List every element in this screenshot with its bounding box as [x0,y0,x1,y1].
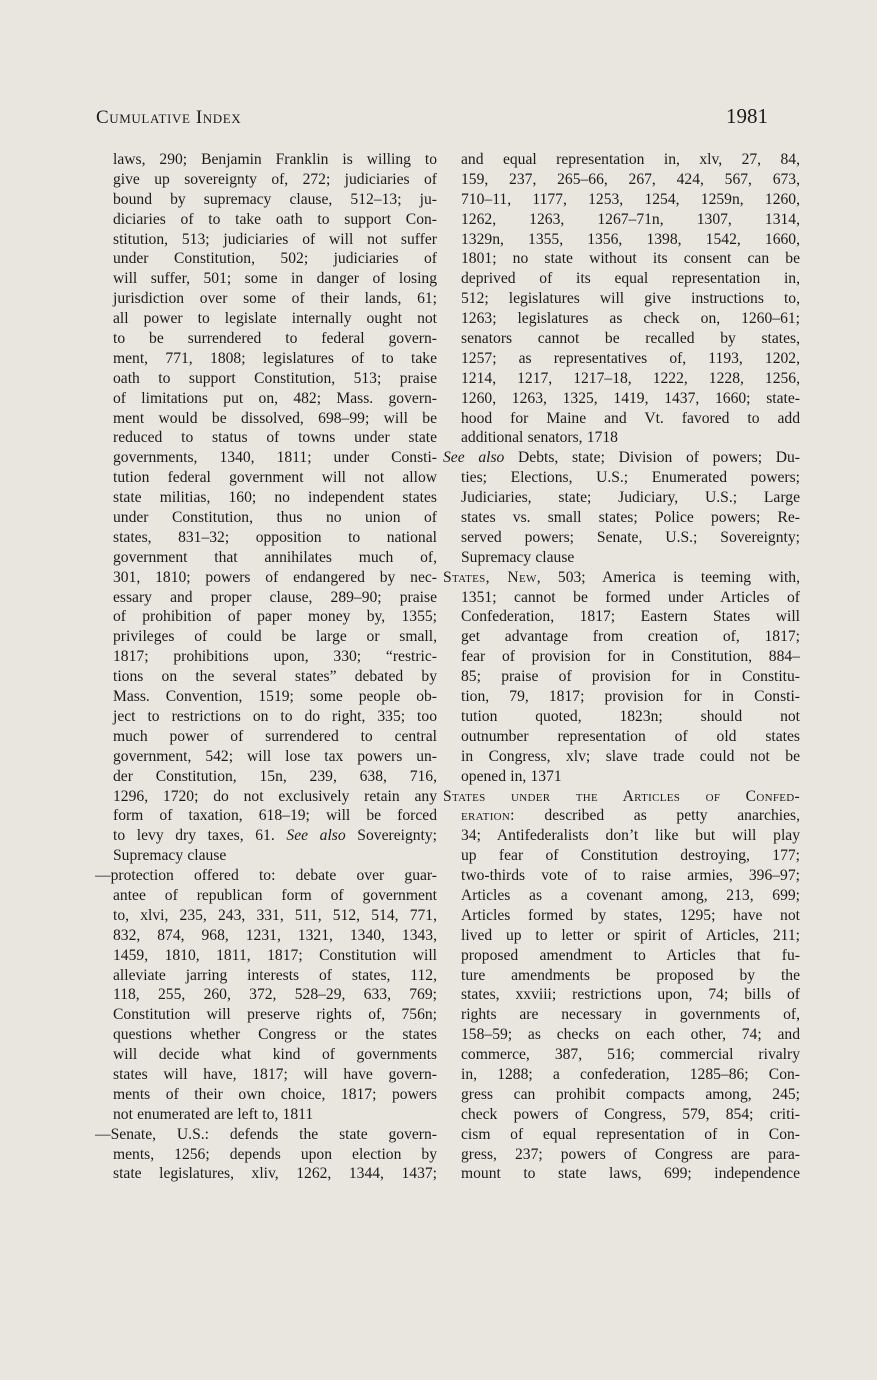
index-text: opened in, 1371 [461,767,562,785]
index-text: proposed amendment to Articles that fu- [461,946,800,964]
index-line [95,369,437,389]
index-line [443,607,800,627]
index-line [443,389,800,409]
index-line [443,468,800,488]
index-text: described as petty anarchies, [514,807,800,825]
index-text: Articles formed by states, 1295; have not [461,906,800,924]
index-line [95,747,437,767]
index-text: ment would be dissolved, 698–99; will be [113,409,437,427]
section-title: Cumulative Index [96,107,242,128]
index-text: in, 1288; a confederation, 1285–86; Con- [461,1065,800,1083]
index-line [95,508,437,528]
index-column-left [95,150,437,1184]
index-line [443,170,800,190]
index-line [95,468,437,488]
index-line [95,329,437,349]
index-line [95,707,437,727]
index-line [95,488,437,508]
index-line [443,1164,800,1184]
index-line [443,369,800,389]
index-text: tion, 79, 1817; provision for in Consti- [461,688,800,706]
index-line [443,1105,800,1125]
index-line [95,409,437,429]
index-text: 832, 874, 968, 1231, 1321, 1340, 1343, [113,926,437,944]
index-line [95,866,437,886]
index-text: diciaries of to take oath to support Con- [113,210,437,228]
index-line [95,687,437,707]
index-text: Mass. Convention, 1519; some people ob- [113,688,437,706]
index-line [95,210,437,230]
index-text: 1214, 1217, 1217–18, 1222, 1228, 1256, [461,369,800,387]
index-text: ments, 1256; depends upon election by [113,1145,437,1163]
index-text: cism of equal representation of in Con- [461,1125,800,1143]
index-text: 158–59; as checks on each other, 74; and [461,1026,800,1044]
index-text: Confederation, 1817; Eastern States will [461,608,800,626]
index-text: states will have, 1817; will have govern- [113,1065,437,1083]
index-line [443,508,800,528]
index-line [443,767,800,787]
index-text: questions whether Congress or the states [113,1026,437,1044]
index-line [443,329,800,349]
index-line [443,309,800,329]
index-line [443,826,800,846]
index-text: state legislatures, xliv, 1262, 1344, 1437; [113,1165,437,1183]
index-line [443,985,800,1005]
index-line [95,1005,437,1025]
index-line [443,747,800,767]
index-line [95,787,437,807]
index-line [95,170,437,190]
index-text: of limitations put on, 482; Mass. govern- [113,389,437,407]
index-line [95,607,437,627]
index-text: 1262, 1263, 1267–71n, 1307, 1314, [461,210,800,228]
index-line [443,707,800,727]
index-text: 1260, 1263, 1325, 1419, 1437, 1660; state- [461,389,800,407]
index-text: hood for Maine and Vt. favored to add [461,409,800,427]
index-line [95,289,437,309]
index-line [443,528,800,548]
index-text: lived up to letter or spirit of Articles, 211; [461,926,800,944]
index-text: bound by supremacy clause, 512–13; ju- [113,190,437,208]
index-text: all power to legislate internally ought not [113,310,437,328]
index-line [443,846,800,866]
index-text: states, 831–32; opposition to national [113,528,437,546]
index-line [443,647,800,667]
index-text: der Constitution, 15n, 239, 638, 716, [113,767,437,785]
see-also-text: See also [286,827,346,845]
index-line [443,289,800,309]
index-line [95,548,437,568]
index-text: and equal representation in, xlv, 27, 84, [461,151,800,168]
index-text: 34; Antifederalists don’t like but will play [461,827,800,845]
index-text: in Congress, xlv; slave trade could not be [461,747,800,765]
index-text: deprived of its equal representation in, [461,270,800,288]
index-line [443,687,800,707]
index-line [443,249,800,269]
index-line [95,448,437,468]
index-line [95,588,437,608]
index-text: laws, 290; Benjamin Franklin is willing to [113,151,437,168]
index-line [95,767,437,787]
index-line [95,1085,437,1105]
index-line [95,1125,437,1145]
index-text: up fear of Constitution destroying, 177; [461,847,800,865]
index-text: outnumber representation of old states [461,727,800,745]
index-text: not enumerated are left to, 1811 [113,1105,314,1123]
index-text: —protection offered to: debate over guar- [95,867,437,885]
index-text: to, xlvi, 235, 243, 331, 511, 512, 514, 771, [113,906,437,924]
index-text: government that annihilates much of, [113,548,437,566]
index-text: 118, 255, 260, 372, 528–29, 633, 769; [113,986,437,1004]
index-line [443,588,800,608]
index-text: 1351; cannot be formed under Articles of [461,588,800,606]
index-line [443,866,800,886]
index-text: reduced to status of towns under state [113,429,437,447]
index-line [95,826,437,846]
index-text: Judiciaries, state; Judiciary, U.S.; Large [461,489,800,507]
index-text: tions on the several states” debated by [113,668,437,686]
index-line [443,190,800,210]
index-text: stitution, 513; judiciaries of will not suffer [113,230,437,248]
running-header [96,104,768,129]
index-text: —Senate, U.S.: defends the state govern- [95,1125,437,1143]
index-line [443,787,800,807]
index-line [443,409,800,429]
index-column-right [443,150,800,1184]
index-text: 1263; legislatures as check on, 1260–61; [461,310,800,328]
index-text: additional senators, 1718 [461,429,618,447]
index-line [95,946,437,966]
index-line [443,448,800,468]
index-text: 159, 237, 265–66, 267, 424, 567, 673, [461,170,800,188]
index-line [95,627,437,647]
index-line [95,389,437,409]
index-line [95,667,437,687]
index-text: form of taxation, 618–19; will be forced [113,807,437,825]
index-line [95,230,437,250]
index-text: states vs. small states; Police powers; Re- [461,509,800,527]
index-line [443,568,800,588]
index-text: fear of provision for in Constitution, 884– [461,648,800,666]
index-text: governments, 1340, 1811; under Consti- [113,449,437,467]
index-headword: eration: [461,807,515,825]
index-text: 710–11, 1177, 1253, 1254, 1259n, 1260, [461,190,800,208]
index-text: ture amendments be proposed by the [461,966,800,984]
index-text: much power of surrendered to central [113,727,437,745]
index-text: 301, 1810; powers of endangered by nec- [113,568,437,586]
index-line [443,627,800,647]
index-text: check powers of Congress, 579, 854; criti- [461,1105,800,1123]
index-line [443,1145,800,1165]
index-text: antee of republican form of government [113,886,437,904]
index-text: jurisdiction over some of their lands, 61; [113,290,437,308]
index-line [95,647,437,667]
index-text: rights are necessary in governments of, [461,1006,800,1024]
index-text: of prohibition of paper money by, 1355; [113,608,437,626]
index-text: will suffer, 501; some in danger of losing [113,270,437,288]
index-text: oath to support Constitution, 513; praise [113,369,437,387]
index-line [443,946,800,966]
index-text: ject to restrictions on to do right, 335; too [113,707,437,725]
index-headword: States, New [443,568,537,586]
index-text: under Constitution, thus no union of [113,509,437,527]
index-text: to levy dry taxes, 61. [113,827,287,845]
index-line [443,349,800,369]
index-line [443,886,800,906]
index-line [443,727,800,747]
index-line [95,428,437,448]
index-line [95,846,437,866]
index-text: 1329n, 1355, 1356, 1398, 1542, 1660, [461,230,800,248]
index-text: state militias, 160; no independent states [113,489,437,507]
index-line [95,985,437,1005]
index-line [443,667,800,687]
index-line [443,1045,800,1065]
index-line [95,568,437,588]
index-text: 1296, 1720; do not exclusively retain any [113,787,437,805]
index-line [95,886,437,906]
index-text: tution federal government will not allow [113,469,437,487]
index-line [95,1065,437,1085]
index-line [95,249,437,269]
index-line [95,806,437,826]
index-line [443,1125,800,1145]
index-text: gress, 237; powers of Congress are para- [461,1145,800,1163]
index-text: ment, 771, 1808; legislatures of to take [113,349,437,367]
see-also-text: See also [443,449,505,467]
index-line [443,906,800,926]
index-text: tution quoted, 1823n; should not [461,707,800,725]
index-text: ments of their own choice, 1817; powers [113,1085,437,1103]
index-text: essary and proper clause, 289–90; praise [113,588,437,606]
index-text: Debts, state; Division of powers; Du- [504,449,800,467]
index-line [443,1025,800,1045]
index-text: Supremacy clause [113,847,227,865]
index-line [95,150,437,170]
index-text: senators cannot be recalled by states, [461,330,800,348]
index-line [443,806,800,826]
index-line [95,269,437,289]
index-text: served powers; Senate, U.S.; Sovereignty; [461,528,800,546]
index-line [443,1005,800,1025]
index-headword: States under the Articles of Confed- [443,787,800,805]
index-line [95,190,437,210]
index-line [95,349,437,369]
index-text: give up sovereignty of, 272; judiciaries of [113,170,437,188]
index-text: get advantage from creation of, 1817; [461,628,800,646]
index-line [443,210,800,230]
index-line [443,548,800,568]
index-text: Supremacy clause [461,548,575,566]
index-line [443,1065,800,1085]
index-line [95,1025,437,1045]
index-text: two-thirds vote of to raise armies, 396–97; [461,867,800,885]
index-line [443,269,800,289]
index-text: Sovereignty; [345,827,437,845]
index-text: will decide what kind of governments [113,1046,437,1064]
index-text: 512; legislatures will give instructions to, [461,290,800,308]
index-line [95,1105,437,1125]
page-number: 1981 [726,104,768,128]
index-text: gress can prohibit compacts among, 245; [461,1085,800,1103]
index-text: government, 542; will lose tax powers un- [113,747,437,765]
index-line [95,1164,437,1184]
index-text: under Constitution, 502; judiciaries of [113,250,437,268]
index-text: 85; praise of provision for in Constitu- [461,668,800,686]
index-line [95,1045,437,1065]
index-line [443,230,800,250]
index-text: alleviate jarring interests of states, 112, [113,966,437,984]
index-line [95,727,437,747]
index-text: 1257; as representatives of, 1193, 1202, [461,349,800,367]
index-line [95,966,437,986]
index-line [443,926,800,946]
index-line [95,309,437,329]
index-line [95,906,437,926]
index-text: mount to state laws, 699; independence [461,1165,800,1183]
index-text: privileges of could be large or small, [113,628,437,646]
index-text: , 503; America is teeming with, [536,568,800,586]
index-line [443,488,800,508]
index-text: Constitution will preserve rights of, 756n; [113,1006,437,1024]
index-text: 1801; no state without its consent can be [461,250,800,268]
index-text: commerce, 387, 516; commercial rivalry [461,1046,800,1064]
index-text: 1459, 1810, 1811, 1817; Constitution will [113,946,437,964]
index-text: Articles as a covenant among, 213, 699; [461,886,800,904]
index-line [443,966,800,986]
index-line [443,428,800,448]
index-text: states, xxviii; restrictions upon, 74; bills of [461,986,800,1004]
index-line [443,1085,800,1105]
index-line [95,1145,437,1165]
index-line [95,528,437,548]
index-text: ties; Elections, U.S.; Enumerated powers; [461,469,800,487]
index-line [443,150,800,170]
index-line [95,926,437,946]
index-text: 1817; prohibitions upon, 330; “restric- [113,648,437,666]
index-text: to be surrendered to federal govern- [113,330,437,348]
